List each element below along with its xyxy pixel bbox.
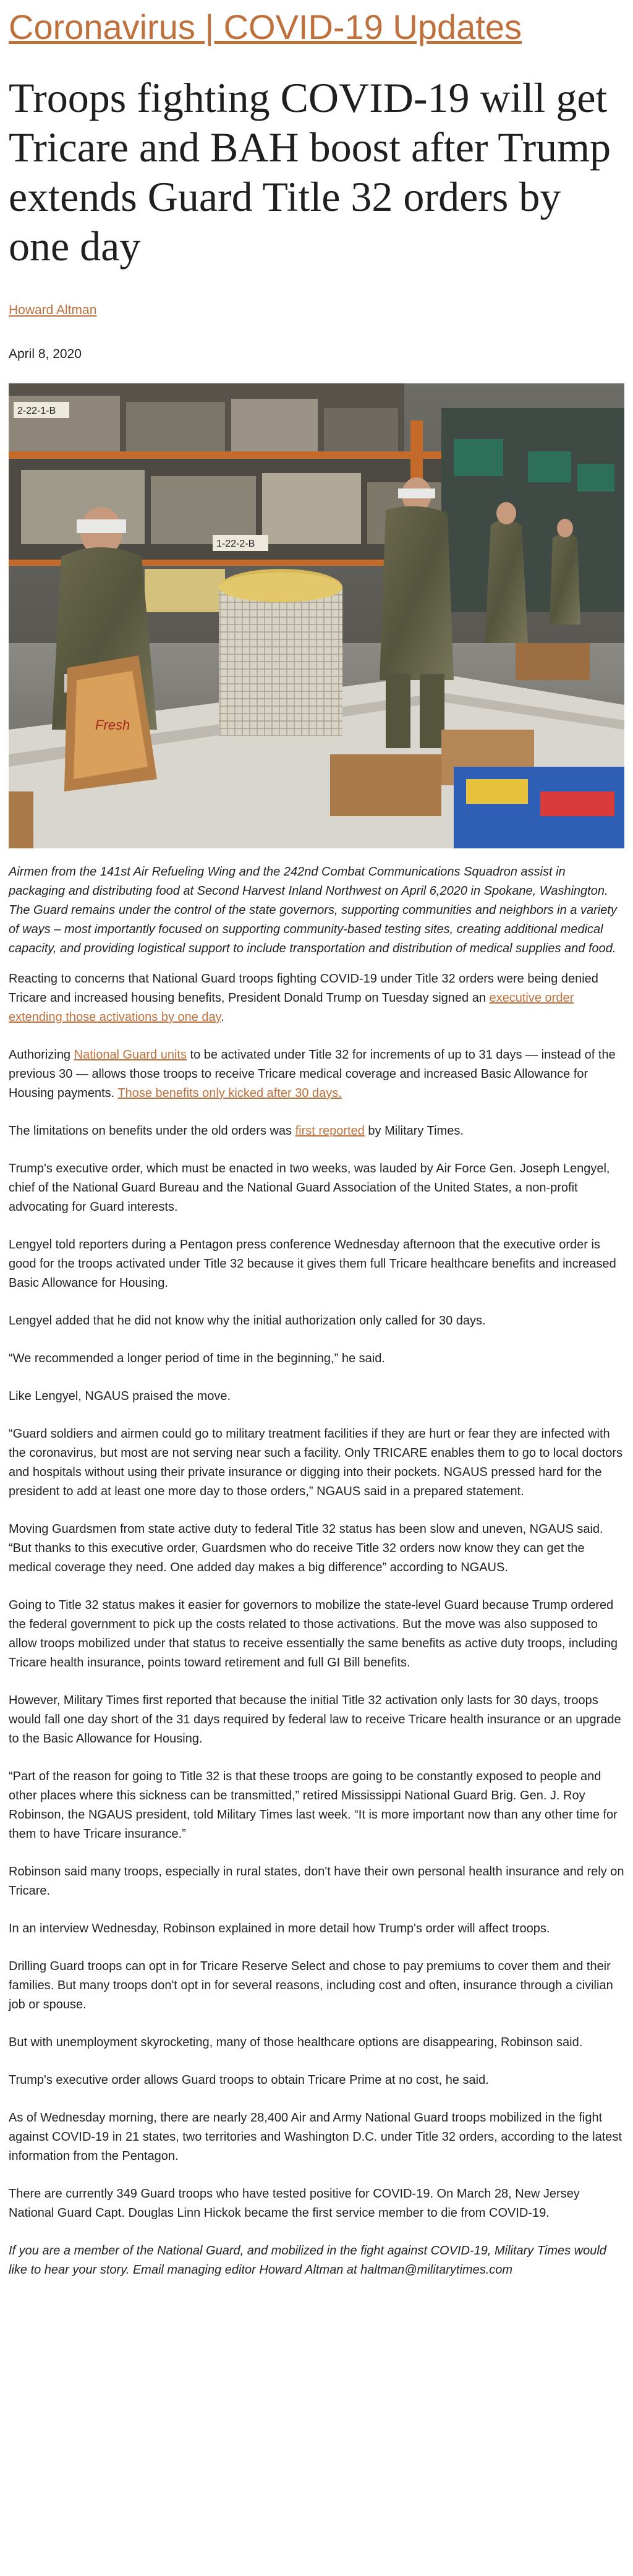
svg-text:Fresh: Fresh bbox=[95, 717, 130, 733]
photo-caption: Airmen from the 141st Air Refueling Wing and the 242nd Combat Communications Squadron assist in packaging and distributing food at Second Harvest Inland Northwest on April 6,2020 in Spokane, Washington. The Guard remains under the control of the state governors, supporting communities and neighbors in a variety of ways – most importantly focused on supporting community-based testing sites, creating additional medical capacity, and providing logistical support to include transportation and distribution of medical supplies and food. bbox=[9, 865, 617, 955]
section-link[interactable]: Coronavirus | COVID-19 Updates bbox=[9, 7, 522, 46]
paragraph-10: Moving Guardsmen from state active duty to federal Title 32 status has been slow and uneven, NGAUS said. “But thanks to this executive order, Guardsmen who do receive Title 32 orders now know they can get the medical coverage they need. One added day makes a big difference” according to NGAUS. bbox=[9, 1522, 603, 1574]
paragraph-1 bbox=[9, 970, 624, 1027]
rack-label-2: 1-22-2-B bbox=[216, 539, 255, 549]
paragraph-7: “We recommended a longer period of time in the beginning,” he said. bbox=[9, 1352, 385, 1365]
paragraph-6: Lengyel added that he did not know why the initial authorization only called for 30 days. bbox=[9, 1314, 486, 1328]
article-photo bbox=[9, 383, 624, 848]
paragraph-closing: If you are a member of the National Guard, and mobilized in the fight against COVID-19, Military Times would like to hear your story. Email managing editor Howard Altman at haltman@militarytimes.com bbox=[9, 2244, 606, 2277]
first-reported-link[interactable]: first reported bbox=[295, 1124, 365, 1138]
p1-text-a: Reacting to concerns that National Guard troops fighting COVID-19 under Title 32 orders were being denied Tricare and increased housing benefits, President Donald Trump on Tuesday signed an bbox=[9, 972, 598, 1005]
article-headline: Troops fighting COVID-19 will get Tricare and BAH boost after Trump extends Guard Title 32 orders by one day bbox=[9, 74, 611, 270]
paragraph-9: “Guard soldiers and airmen could go to military treatment facilities if they are hurt or fear they are infected with the coronavirus, but most are not serving near such a facility. Only TRICARE enables them to go to local doctors and hospitals without using their private insurance or digging into their pockets. NGAUS pressed hard for the president to add at least one more day to those orders,” NGAUS said in a prepared statement. bbox=[9, 1427, 623, 1498]
p3-text-b: by Military Times. bbox=[364, 1124, 464, 1138]
p3-text-a: The limitations on benefits under the old orders was bbox=[9, 1124, 295, 1138]
paragraph-2 bbox=[9, 1046, 624, 1103]
paragraph-4: Trump's executive order, which must be enacted in two weeks, was lauded by Air Force Gen. Joseph Lengyel, chief of the National Guard Bureau and the National Guard Association of the United States, a non-profit advocating for Guard interests. bbox=[9, 1162, 610, 1214]
paragraph-14: Robinson said many troops, especially in rural states, don't have their own personal health insurance and rely on Tricare. bbox=[9, 1865, 624, 1898]
publish-date: April 8, 2020 bbox=[9, 347, 82, 361]
author-link[interactable]: Howard Altman bbox=[9, 303, 97, 317]
paragraph-18: Trump's executive order allows Guard troops to obtain Tricare Prime at no cost, he said. bbox=[9, 2073, 489, 2087]
paragraph-5: Lengyel told reporters during a Pentagon press conference Wednesday afternoon that the executive order is good for the troops activated under Title 32 because it gives them full Tricare healthcare benefits and increased Basic Allowance for Housing. bbox=[9, 1238, 616, 1290]
p1-text-b: . bbox=[221, 1010, 224, 1024]
paragraph-8: Like Lengyel, NGAUS praised the move. bbox=[9, 1389, 231, 1403]
rack-label-1: 2-22-1-B bbox=[17, 406, 56, 416]
national-guard-units-link[interactable]: National Guard units bbox=[74, 1048, 187, 1062]
p2-text-a: Authorizing bbox=[9, 1048, 74, 1062]
p2-text-b: to be activated under Title 32 for increments of up to 31 days — instead of the previous 30 — allows those troops to receive Tricare medical coverage and increased Basic Allowance for Housing payments. bbox=[9, 1048, 616, 1100]
paragraph-19: As of Wednesday morning, there are nearly 28,400 Air and Army National Guard troops mobilized in the fight against COVID-19 in 21 states, two territories and Washington D.C. under Title 32 orders, according to the latest information from the Pentagon. bbox=[9, 2111, 622, 2163]
executive-order-link[interactable]: executive order extending those activations by one day bbox=[9, 991, 574, 1024]
paragraph-12: However, Military Times first reported that because the initial Title 32 activation only lasts for 30 days, troops would fall one day short of the 31 days required by federal law to receive Tricare health insurance or an upgrade to the Basic Allowance for Housing. bbox=[9, 1694, 621, 1746]
paragraph-13: “Part of the reason for going to Title 32 is that these troops are going to be constantly exposed to people and other places where this sickness can be transmitted,” retired Mississippi National Guard Brig. Gen. J. Roy Robinson, the NGAUS president, told Military Times last week. “It is more important now than any other time for them to have Tricare insurance.” bbox=[9, 1770, 618, 1841]
benefits-link[interactable]: Those benefits only kicked after 30 days. bbox=[117, 1086, 342, 1100]
paragraph-17: But with unemployment skyrocketing, many of those healthcare options are disappearing, Robinson said. bbox=[9, 2036, 583, 2049]
paragraph-15: In an interview Wednesday, Robinson explained in more detail how Trump's order will affect troops. bbox=[9, 1922, 550, 1935]
article-body bbox=[9, 970, 624, 2298]
paragraph-11: Going to Title 32 status makes it easier for governors to mobilize the state-level Guard because Trump ordered the federal government to pick up the costs related to those activations. But the move was also supposed to allow troops mobilized under that status to receive essentially the same benefits as active duty troops, including Tricare health insurance, points toward retirement and full GI Bill benefits. bbox=[9, 1598, 618, 1670]
photo-illustration bbox=[9, 383, 624, 848]
paragraph-16: Drilling Guard troops can opt in for Tricare Reserve Select and chose to pay premiums to cover them and their families. But many troops don't opt in for several reasons, including cost and often, insurance through a civilian job or spouse. bbox=[9, 1960, 613, 2011]
paragraph-3 bbox=[9, 1122, 624, 1141]
paragraph-20: There are currently 349 Guard troops who have tested positive for COVID-19. On March 28, New Jersey National Guard Capt. Douglas Linn Hickok became the first service member to die from COVID-19. bbox=[9, 2187, 580, 2220]
